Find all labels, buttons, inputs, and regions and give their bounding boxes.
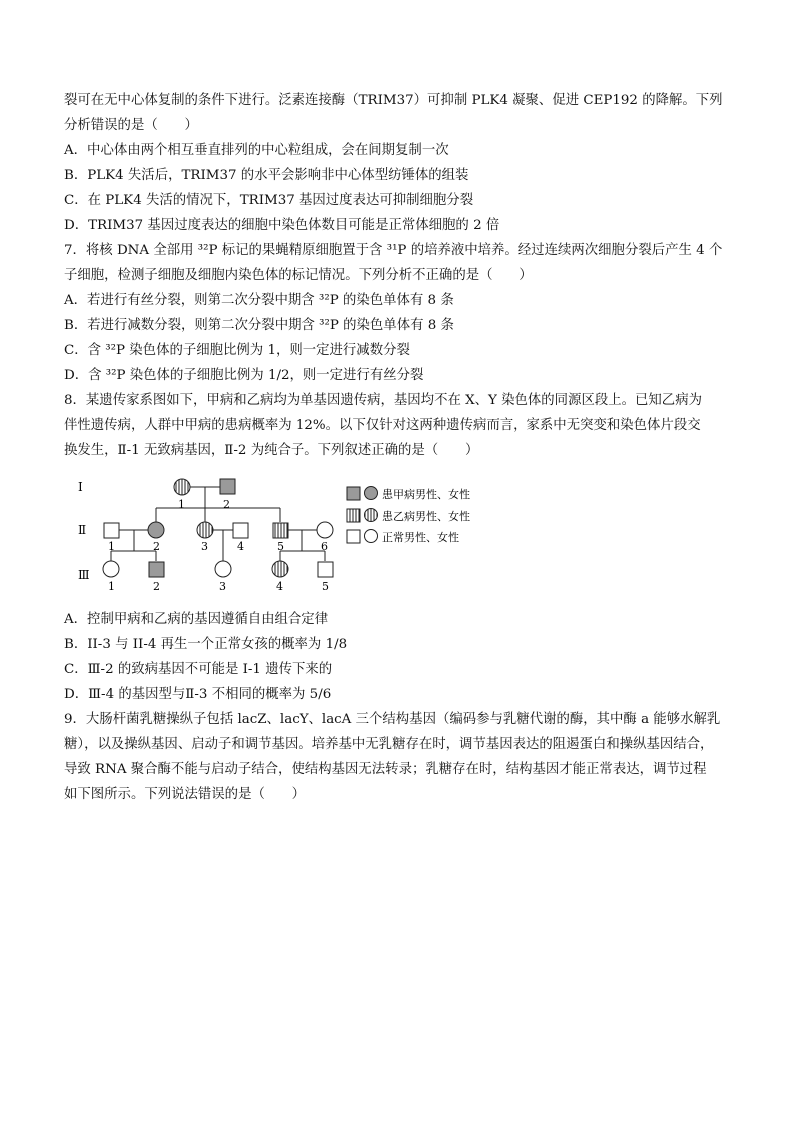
- legend-normal-female-symbol: [365, 530, 378, 543]
- legend-a-male-symbol: [347, 487, 360, 500]
- III-2-label: 2: [153, 580, 160, 593]
- III-3-normal-female-symbol: [215, 561, 231, 577]
- II-2-affected-a-female-symbol: [148, 522, 164, 538]
- generation-label-2: Ⅱ: [78, 523, 87, 537]
- legend-b-male-symbol: [347, 509, 360, 522]
- q6-option-d: D．TRIM37 基因过度表达的细胞中染色体数目可能是正常体细胞的 2 倍: [64, 218, 500, 233]
- I-2-affected-a-male-symbol: [220, 479, 235, 494]
- legend-normal-label: 正常男性、女性: [382, 531, 459, 544]
- II-5-label: 5: [277, 540, 284, 553]
- II-5-affected-b-male-symbol: [273, 523, 288, 538]
- III-5-label: 5: [322, 580, 329, 593]
- II-3-label: 3: [201, 540, 208, 553]
- q9-stem-line-1: 9．大肠杆菌乳糖操纵子包括 lacZ、lacY、lacA 三个结构基因（编码参与乳糖代谢的酶，其中酶 a 能够水解乳: [64, 712, 721, 727]
- q6-option-b: B．PLK4 失活后，TRIM37 的水平会影响非中心体型纺锤体的组装: [64, 168, 469, 183]
- q9-stem-line-2: 糖），以及操纵基因、启动子和调节基因。培养基中无乳糖存在时，调节基因表达的阻遏蛋白和操纵基因结合，: [64, 737, 714, 752]
- II-4-normal-male-symbol: [233, 523, 248, 538]
- II-1-normal-male-symbol: [104, 523, 119, 538]
- III-4-label: 4: [276, 580, 283, 593]
- legend-normal-male-symbol: [347, 530, 360, 543]
- II-6-label: 6: [321, 540, 328, 553]
- legend-a-label: 患甲病男性、女性: [382, 488, 470, 501]
- legend-a-female-symbol: [365, 487, 378, 500]
- legend-b-label: 患乙病男性、女性: [382, 510, 470, 523]
- I-2-label: 2: [223, 498, 230, 511]
- generation-label-1: Ⅰ: [78, 480, 83, 494]
- q7-option-a: A．若进行有丝分裂，则第二次分裂中期含 ³²P 的染色单体有 8 条: [64, 293, 454, 308]
- III-1-normal-female-symbol: [103, 561, 119, 577]
- I-1-label: 1: [178, 498, 185, 511]
- II-3-affected-b-female-symbol: [197, 522, 213, 538]
- II-4-label: 4: [237, 540, 244, 553]
- q9-stem-line-3: 导致 RNA 聚合酶不能与启动子结合，使结构基因无法转录；乳糖存在时，结构基因才能正常表达，调节过程: [64, 762, 707, 777]
- q7-stem-line-1: 7．将核 DNA 全部用 ³²P 标记的果蝇精原细胞置于含 ³¹P 的培养液中培养。经过连续两次细胞分裂后产生 4 个: [64, 243, 723, 258]
- q9-stem-line-4: 如下图所示。下列说法错误的是（ ）: [64, 787, 306, 802]
- q7-option-c: C．含 ³²P 染色体的子细胞比例为 1，则一定进行减数分裂: [64, 343, 410, 358]
- III-5-normal-male-symbol: [318, 562, 333, 577]
- q6-stem-line-2: 分析错误的是（ ）: [64, 118, 198, 133]
- q8-stem-line-1: 8．某遗传家系图如下，甲病和乙病均为单基因遗传病，基因均不在 X、Y 染色体的同源区段上。已知乙病为: [64, 393, 702, 408]
- q7-stem-line-2: 子细胞，检测子细胞及细胞内染色体的标记情况。下列分析不正确的是（ ）: [64, 268, 533, 283]
- II-1-label: 1: [108, 540, 115, 553]
- q6-stem-line-1: 裂可在无中心体复制的条件下进行。泛素连接酶（TRIM37）可抑制 PLK4 凝聚、促进 CEP192 的降解。下列: [64, 93, 723, 108]
- q8-option-b: B．II-3 与 II-4 再生一个正常女孩的概率为 1/8: [64, 637, 348, 652]
- q6-option-c: C．在 PLK4 失活的情况下，TRIM37 基因过度表达可抑制细胞分裂: [64, 193, 474, 208]
- III-1-label: 1: [108, 580, 115, 593]
- q8-option-d: D．Ⅲ-4 的基因型与Ⅱ-3 不相同的概率为 5/6: [64, 687, 332, 702]
- legend-b-female-symbol: [365, 509, 378, 522]
- pedigree-diagram: [64, 470, 504, 595]
- generation-label-3: Ⅲ: [78, 568, 90, 582]
- q7-option-d: D．含 ³²P 染色体的子细胞比例为 1/2，则一定进行有丝分裂: [64, 368, 424, 383]
- III-4-affected-b-female-symbol: [272, 561, 288, 577]
- q6-option-a: A．中心体由两个相互垂直排列的中心粒组成，会在间期复制一次: [64, 143, 449, 158]
- III-2-affected-a-male-symbol: [149, 562, 164, 577]
- III-3-label: 3: [219, 580, 226, 593]
- q8-option-a: A．控制甲病和乙病的基因遵循自由组合定律: [64, 612, 329, 627]
- q8-stem-line-2: 伴性遗传病，人群中甲病的患病概率为 12%。以下仅针对这两种遗传病而言，家系中无突变和染色体片段交: [64, 418, 701, 433]
- q8-stem-line-3: 换发生，Ⅱ-1 无致病基因，Ⅱ-2 为纯合子。下列叙述正确的是（ ）: [64, 443, 479, 458]
- q7-option-b: B．若进行减数分裂，则第二次分裂中期含 ³²P 的染色单体有 8 条: [64, 318, 454, 333]
- II-6-normal-female-symbol: [317, 522, 333, 538]
- II-2-label: 2: [153, 540, 160, 553]
- q8-option-c: C．Ⅲ-2 的致病基因不可能是 I-1 遗传下来的: [64, 662, 333, 677]
- I-1-affected-b-female-symbol: [174, 479, 190, 495]
